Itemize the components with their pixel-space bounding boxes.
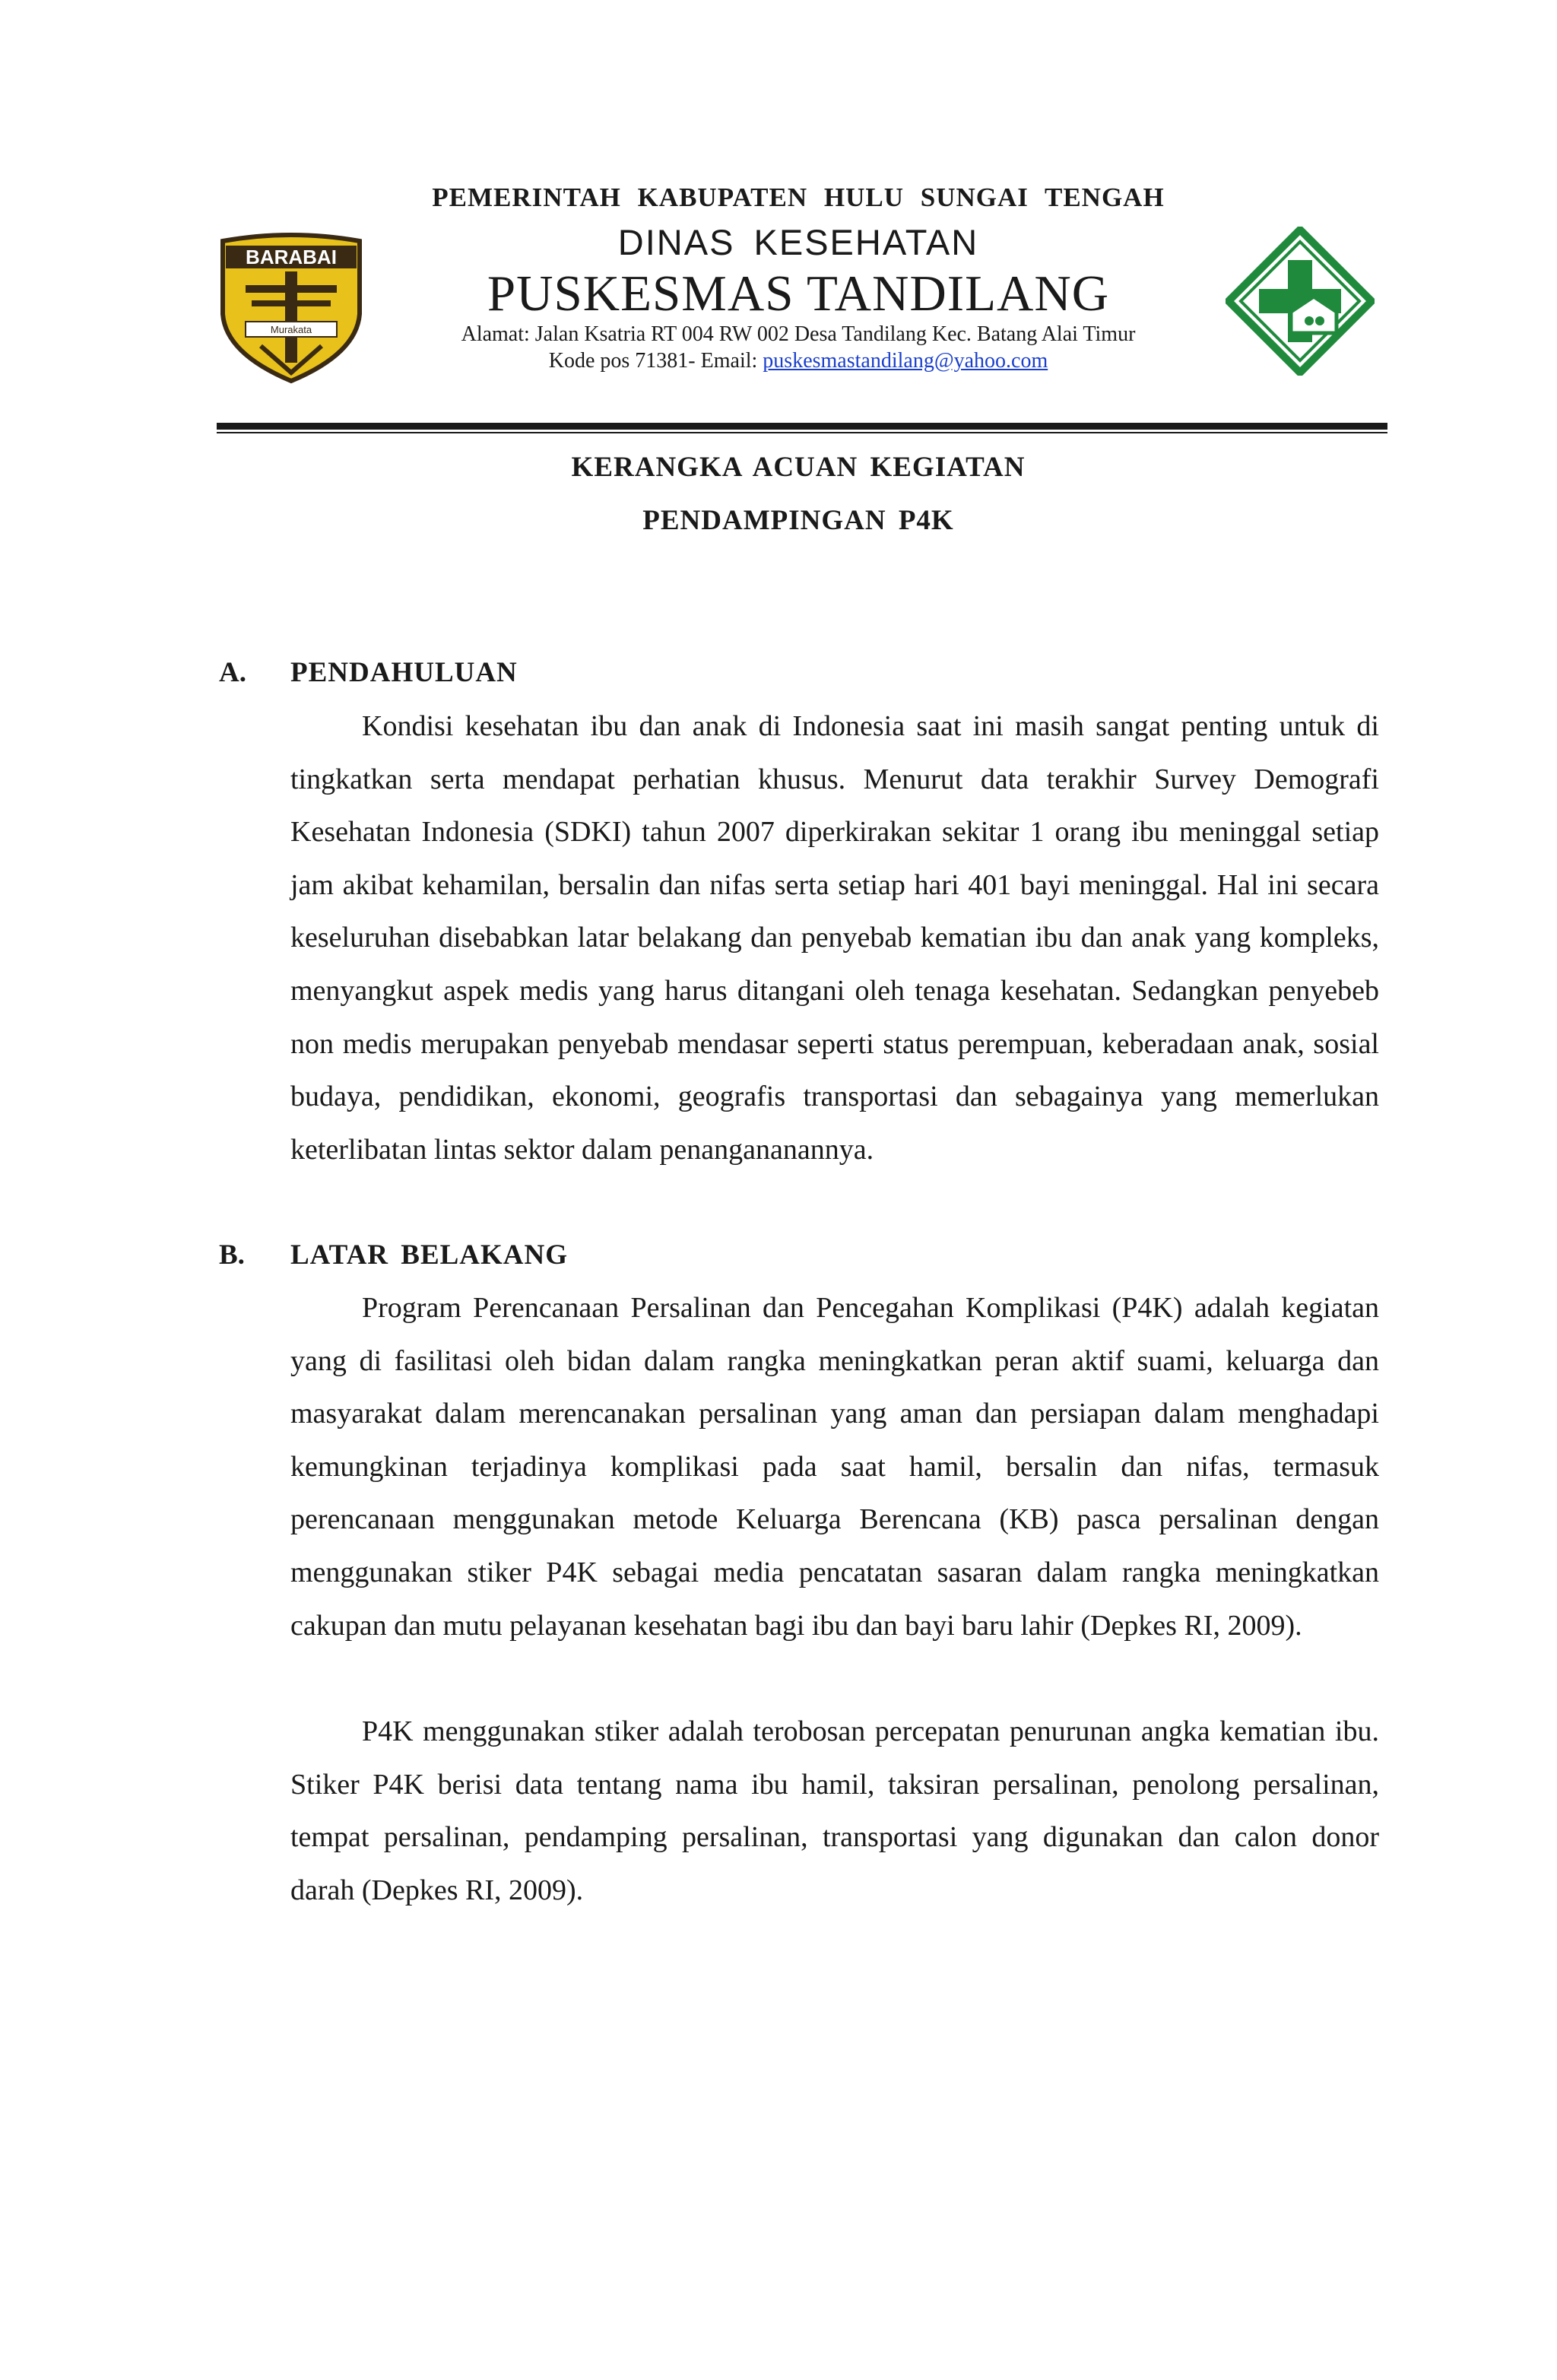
section-b-paragraph-2: P4K menggunakan stiker adalah terobosan percepatan penurunan angka kematian ibu. Stiker P4K berisi data tentang nama ibu hamil, taksiran persalinan, penolong persalinan, tempat persalinan, pendamping persalinan, transportasi yang digunakan dan calon donor darah (Depkes RI, 2009).: [290, 1715, 1379, 1906]
section-a-paragraph: Kondisi kesehatan ibu dan anak di Indonesia saat ini masih sangat penting untuk di tingkatkan serta mendapat perhatian khusus. Menurut data terakhir Survey Demografi Kesehatan Indonesia (SDKI) tahun 2007 diperkirakan sekitar 1 orang ibu meninggal setiap jam akibat kehamilan, bersalin dan nifas serta setiap hari 401 bayi meninggal. Hal ini secara keseluruhan disebabkan latar belakang dan penyebab kematian ibu dan anak yang kompleks, menyangkut aspek medis yang harus ditangani oleh tenaga kesehatan. Sedangkan penyebeb non medis merupakan penyebab mendasar seperti status perempuan, keberadaan anak, sosial budaya, pendidikan, ekonomi, geografis transportasi dan sebagainya yang memerlukan keterlibatan lintas sektor dalam penangananannya.: [290, 710, 1379, 1166]
postal-code: Kode pos 71381- Email:: [548, 349, 763, 373]
government-line: PEMERINTAH KABUPATEN HULU SUNGAI TENGAH: [432, 182, 1165, 212]
emblem-text: BARABAI: [246, 246, 337, 268]
barabai-emblem-icon: [215, 232, 367, 384]
document-title: [380, 441, 1216, 547]
puskesmas-logo-icon: [1226, 227, 1375, 376]
postal-email-line: [380, 348, 1216, 374]
address-line: Alamat: Jalan Ksatria RT 004 RW 002 Desa Tandilang Kec. Batang Alai Timur: [461, 322, 1136, 346]
email-link[interactable]: puskesmastandilang@yahoo.com: [763, 349, 1048, 373]
letterhead-text: [380, 176, 1216, 374]
agency-line: DINAS KESEHATAN: [617, 222, 979, 262]
section-title: PENDAHULUAN: [290, 657, 518, 688]
emblem-motto: Murakata: [270, 324, 312, 335]
section-letter: B.: [219, 1239, 245, 1271]
institution-name: PUSKESMAS TANDILANG: [487, 265, 1110, 322]
section-b-paragraph-1: Program Perencanaan Persalinan dan Pencegahan Komplikasi (P4K) adalah kegiatan yang di fasilitasi oleh bidan dalam rangka meningkatkan peran aktif suami, keluarga dan masyarakat dalam merencanakan persalinan yang aman dan persiapan dalam menghadapi kemungkinan terjadinya komplikasi pada saat hamil, bersalin dan nifas, termasuk perencanaan menggunakan metode Keluarga Berencana (KB) pasca persalinan dengan menggunakan stiker P4K sebagai media pencatatan sasaran dalam rangka meningkatkan cakupan dan mutu pelayanan kesehatan bagi ibu dan bayi baru lahir (Depkes RI, 2009).: [290, 1292, 1379, 1642]
section-title: LATAR BELAKANG: [290, 1239, 569, 1271]
section-letter: A.: [219, 657, 246, 688]
letterhead-divider-thin: [217, 432, 1387, 433]
letterhead-divider-thick: [217, 423, 1387, 430]
title-line-2: PENDAMPINGAN P4K: [642, 505, 954, 536]
title-line-1: KERANGKA ACUAN KEGIATAN: [571, 452, 1026, 483]
